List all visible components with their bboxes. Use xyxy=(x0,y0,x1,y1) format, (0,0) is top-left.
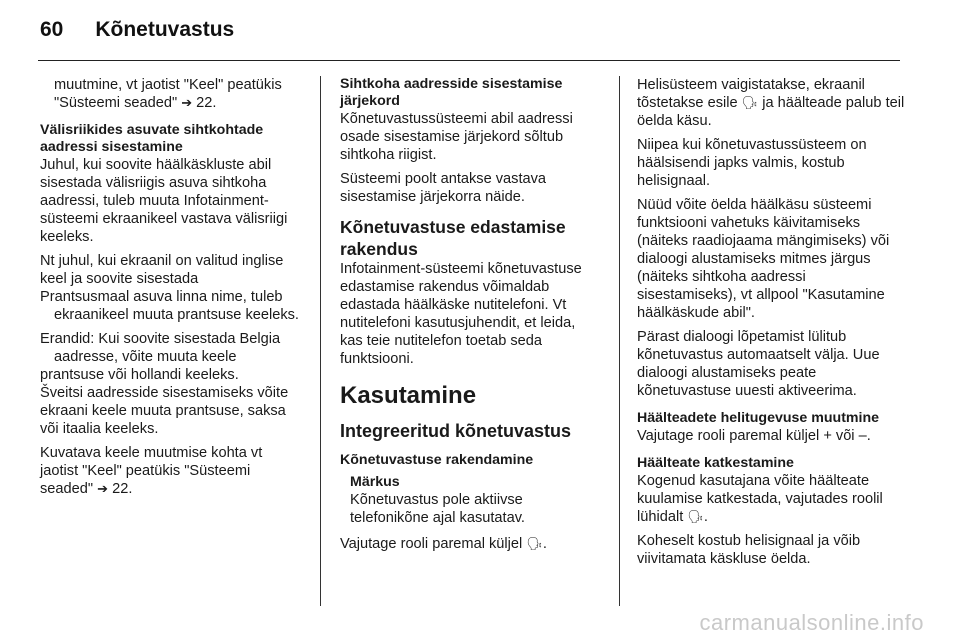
section-heading: Häälteate katkestamine xyxy=(637,455,794,471)
voice-command-icon: 🗣︎ xyxy=(741,95,759,110)
paragraph: Kõnetuvastussüsteemi abil aadressi osade sisestamise järjekord sõltub sihtkoha riigist. xyxy=(340,111,573,163)
section-heading: Kõnetuvastuse edastamise rakendus xyxy=(340,217,566,259)
voice-command-icon: 🗣︎ xyxy=(526,536,543,551)
paragraph: Koheselt kostub helisignaal ja võib viivitamata käskluse öelda. xyxy=(637,533,861,567)
ref-arrow-icon: ➔ xyxy=(181,95,193,110)
section-heading: Sihtkoha aadresside sisestamise järjekord xyxy=(340,76,563,109)
paragraph: Helisüsteem vaigistatakse, ekraanil tõstetakse esile 🗣︎ ja häälteade palub teil öelda käsu. xyxy=(637,77,905,129)
subsection-heading: Integreeritud kõnetuvastus xyxy=(340,421,572,441)
paragraph: Nüüd võite öelda häälkäsu süsteemi funktsiooni vahetuks käivitamiseks (näiteks raadiojaama mängimiseks) või dialoogi alustamiseks mitmes järgus (näiteks sihtkoha aadressi sisestamiseks), vt allpool "Kasutamine häälkäskude abil". xyxy=(637,197,890,321)
section-heading: Häälteadete helitugevuse muutmine xyxy=(637,410,880,426)
paragraph: Šveitsi aadresside sisestamiseks võite ekraani keele muuta prantsuse, saksa või itaalia keeleks. xyxy=(40,385,289,437)
column-1 xyxy=(40,76,302,504)
page-number: 60 xyxy=(40,18,64,41)
note-title: Märkus xyxy=(350,474,400,490)
page-header xyxy=(40,18,234,42)
paragraph: Vajutage rooli paremal küljel + või –. xyxy=(637,428,871,444)
paragraph: prantsuse või hollandi keeleks. xyxy=(40,367,239,383)
section-heading: Kõnetuvastuse rakendamine xyxy=(340,452,534,468)
column-divider-2 xyxy=(619,76,620,606)
paragraph: Juhul, kui soovite häälkäskluste abil sisestada välisriigis asuva sihtkoha aadressi, tuleb muuta Infotainment-süsteemi ekraanikeel vastava välisriigi keeleks. xyxy=(40,157,288,245)
column-divider-1 xyxy=(320,76,321,606)
column-3 xyxy=(637,76,907,574)
paragraph: Prantsusmaal asuva linna nime, tuleb ekraanikeel muuta prantsuse keeleks. xyxy=(40,289,299,323)
section-heading: Välisriikides asuvate sihtkohtade aadressi sisestamine xyxy=(40,122,264,155)
note-text: Kõnetuvastus pole aktiivse telefonikõne ajal kasutatav. xyxy=(350,492,525,526)
plus-icon: + xyxy=(823,428,832,444)
note-box xyxy=(340,473,602,527)
paragraph: Vajutage rooli paremal küljel 🗣︎. xyxy=(340,536,547,552)
paragraph: Erandid: Kui soovite sisestada Belgia aadresse, võite muuta keele xyxy=(40,331,281,365)
minus-icon: – xyxy=(858,428,867,444)
paragraph: Infotainment-süsteemi kõnetuvastuse edastamise rakendus võimaldab edastada häälkäske nutitelefoni. Vt nutitelefoni kasutusjuhendit, et leida, kas teie nutitelefon toetab seda funktsiooni. xyxy=(340,261,582,367)
header-rule xyxy=(38,60,900,61)
paragraph: Pärast dialoogi lõpetamist lülitub kõnetuvastus automaatselt välja. Uue dialoogi alustamiseks peate kõnetuvastuse uuesti aktiveerima. xyxy=(637,329,880,399)
paragraph: Niipea kui kõnetuvastussüsteem on häälsisendi japks valmis, kostub helisignaal. xyxy=(637,137,867,189)
column-2 xyxy=(340,76,602,559)
paragraph: Kogenud kasutajana võite häälteate kuulamise katkestada, vajutades roolil lühidalt 🗣︎. xyxy=(637,473,883,525)
chapter-heading: Kasutamine xyxy=(340,382,477,409)
paragraph: Kuvatava keele muutmise kohta vt jaotist "Keel" peatükis "Süsteemi seaded" ➔ 22. xyxy=(40,445,263,497)
page-title: Kõnetuvastus xyxy=(95,18,235,41)
paragraph: Nt juhul, kui ekraanil on valitud inglise keel ja soovite sisestada xyxy=(40,253,284,287)
paragraph: Süsteemi poolt antakse vastava sisestamise järjekorra näide. xyxy=(340,171,547,205)
voice-command-icon: 🗣︎ xyxy=(687,509,704,524)
ref-arrow-icon: ➔ xyxy=(97,481,109,496)
paragraph: muutmine, vt jaotist "Keel" peatükis "Süsteemi seaded" ➔ 22. xyxy=(54,77,282,111)
watermark: carmanualsonline.info xyxy=(699,610,924,635)
